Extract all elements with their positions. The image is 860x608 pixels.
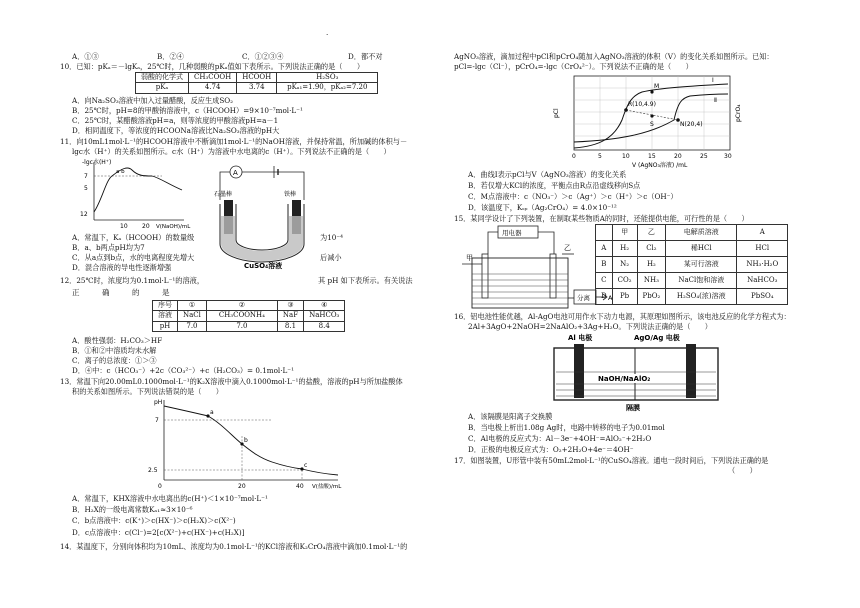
q13-graph [142,396,342,492]
table-cell: 溶液 [153,311,178,321]
q14-point-s: S [650,121,654,128]
q13-ytick-7: 7 [155,417,159,424]
graphite-rod-label: 石墨棒 [214,191,233,198]
q11-option-d: D．混合溶液的导电性逐渐增强 [72,263,172,272]
q12-stem: 12．25℃时，浓度均为0.1mol·L⁻¹的溶液， [60,276,205,285]
q14-xtick: 5 [598,153,602,160]
q10-option-d: D．相同温度下，等浓度的HCOONa溶液比Na₂SO₃溶液的pH大 [72,126,280,135]
product-a-label: A [608,294,613,302]
q16-option-a: A．该隔膜是阳离子交换膜 [468,412,553,421]
q14-xtick: 30 [724,153,732,160]
table-cell: CH₃COOH [189,73,237,83]
q12-table [152,300,345,332]
table-cell: ④ [304,301,345,311]
table-cell: B [596,257,613,273]
q13-option-c: C．b点溶液中：c(K⁺)＞c(HX⁻)＞c(H₂X)＞c(X²⁻) [72,516,236,525]
q12-stem-line2: 正 确 的 是 [72,288,170,297]
separation-label: 分离 [577,294,590,302]
q16-option-b: B．当电极上析出1.08g Ag时，电路中转移的电子为0.01mol [468,423,665,432]
q13-option-a: A．常温下，KHX溶液中水电离出的c(H⁺)＜1×10⁻⁷mol·L⁻¹ [72,494,268,503]
q15-stem: 15．某同学设计了下列装置，在制取某些物质A的同时，还能提供电能，可行性的是（ ） [454,214,749,223]
table-cell: HCl [737,241,788,257]
table-cell: H₂SO₃ [277,73,378,83]
table-cell: H₂ [637,257,666,273]
table-cell: D [596,289,613,305]
q11-ytick-5: 5 [84,185,88,192]
q11-option-a: A．常温下，Kₐ（HCOOH）的数量级 [72,233,195,242]
q16-battery-figure [546,332,726,412]
q9-option-d: D．都不对 [348,52,383,61]
table-cell: NH₃ [637,273,666,289]
table-cell: 乙 [637,225,666,241]
q9-option-a: A．①③ [72,52,99,61]
q16-option-c: C．Al电极的反应式为：Al－3e⁻+4OH⁻=AlO₂⁻+2H₂O [468,434,652,443]
q10-option-c: C．25℃时，某醋酸溶液pH=a，则等浓度的甲酸溶液pH=a－1 [72,116,279,125]
electrolyte-label: NaOH/NaAlO₂ [598,375,651,383]
table-cell: NaHCO₃ [304,311,345,321]
q12-option-a: A．酸性强弱：H₂CO₃＞HF [72,336,163,345]
q11-option-c: C．从a点到b点，水的电离程度先增大 [72,253,195,262]
q15-apparatus [462,224,612,314]
table-cell: 7.0 [206,321,277,331]
table-cell: NaHCO₃ [737,273,788,289]
q14-point-m: M [654,83,660,90]
right-column [438,0,838,608]
q14-xtick: 0 [572,153,576,160]
q13-xlabel: V(盐酸)/mL [312,484,342,490]
table-cell: 4.74 [189,83,237,93]
q9-option-b: B．②④ [157,52,184,61]
table-cell: A [737,225,788,241]
q14-ylabel-left: pCl [553,108,560,118]
q11-xlabel: V(NaOH)/mL [156,224,191,230]
q16-option-d: D．正极的电极反应式为：O₂+2H₂O+4e⁻＝4OH⁻ [468,445,634,454]
table-cell: PbSO₄ [737,289,788,305]
table-cell: A [596,241,613,257]
table-cell: NH₃·H₂O [737,257,788,273]
table-cell: PbO₂ [637,289,666,305]
q14-stem-line2: AgNO₃溶液，滴加过程中pCl和pCrO₄随加入AgNO₃溶液的体积（V）的变化关系如图所示。已知： [454,52,774,61]
table-cell: NaF [277,311,303,321]
q14-stem-line3: pCl=-lgc（Cl⁻），pCrO₄=-lgc（CrO₄²⁻）。下列说法不正确的是（ ） [454,62,693,71]
electrolysis-figure [214,160,324,270]
table-cell: CH₃COONH₄ [206,311,277,321]
q14-xlabel: V (AgNO₃溶液) /mL [632,162,688,169]
ammeter-label: A [233,169,238,177]
q11-option-a-tail: 为10⁻⁴ [320,233,344,242]
table-cell: Pb [612,289,637,305]
q12-option-d: D．④中：c（HCO₃⁻）+2c（CO₃²⁻）+c（H₂CO₃）= 0.1mol·L⁻¹ [72,366,294,375]
q14-ylabel-right: pCrO₄ [735,104,742,122]
electric-appliance-label: 用电器 [502,229,522,237]
table-cell: ① [178,301,207,311]
q11-xtick-20: 20 [142,223,150,230]
membrane-label: 隔膜 [626,404,640,412]
q11-stem-line1: 11．向10mL1mol·L⁻¹的HCOOH溶液中不断滴加1mol·L⁻¹的NaOH溶液，并保持常温，所加碱的体积与－ [60,137,408,146]
q13-option-d: D．c点溶液中：c(Cl⁻)=2[c(X²⁻)+c(HX⁻)+c(H₂X)] [72,528,245,537]
table-cell: H₂ [612,241,637,257]
q13-xtick-0: 0 [158,483,162,490]
gas-yi-label: 乙 [564,244,571,252]
q9-option-c: C．①②③④ [242,52,284,61]
q11-xtick-10: 10 [120,223,128,230]
table-cell: pKₐ [136,83,189,93]
table-cell: 某可行溶液 [666,257,737,273]
q14-option-a: A．曲线Ⅰ表示pCl与V（AgNO₃溶液）的变化关系 [468,170,627,179]
table-cell: 8.4 [304,321,345,331]
q14-xtick: 25 [700,153,708,160]
q11-option-b: B．a、b两点pH均为7 [72,243,145,252]
q12-stem-right: 其 pH 如下表所示。有关说法 [318,276,413,285]
q11-option-c-tail: 后减小 [320,253,342,262]
svg-text:b: b [244,437,248,444]
table-cell: ② [206,301,277,311]
q14-xtick: 20 [674,153,682,160]
q11-ytick-12: 12 [80,211,88,218]
q16-stem-line2: 2Al+3AgO+2NaOH=2NaAlO₂+3Ag+H₂O。下列说法正确的是（ ） [468,322,712,331]
q13-stem-line2: 积的关系如图所示。下列说法错误的是（ ） [72,387,223,396]
table-cell: pH [153,321,178,331]
ago-electrode-label: AgO/Ag 电极 [634,334,680,342]
q11-graph [72,156,192,234]
q14-xtick: 10 [622,153,630,160]
q13-option-b: B．H₂X的一级电离常数Kₐ₁≈3×10⁻⁶ [72,505,193,514]
q14-point-n: N(20,4) [680,121,703,128]
q14-curve-i: Ⅰ [712,77,714,84]
q13-xtick-40: 40 [296,483,304,490]
q11-points-label: a b [116,169,125,175]
q11-ytick-7: 7 [84,173,88,180]
table-cell: NaCl [178,311,207,321]
q11-ylabel: -lgc水(H⁺) [82,159,112,166]
q10-table [135,72,378,94]
svg-text:a: a [210,409,214,416]
q14-xtick: 15 [648,153,656,160]
table-cell: C [596,273,613,289]
q10-option-a: A．向Na₂SO₃溶液中加入过量醋酸，反应生成SO₂ [72,96,234,105]
table-cell: ③ [277,301,303,311]
gas-jia-label: 甲 [466,254,473,262]
table-cell: N₂ [612,257,637,273]
q14-stem-line1: 14．某温度下，分别向体积均为10mL、浓度均为0.1mol·L⁻¹的KCl溶液和K₂CrO₄溶液中滴加0.1mol·L⁻¹的 [60,542,408,551]
table-cell: 3.74 [237,83,277,93]
table-cell: H₂SO₄(浓)溶液 [666,289,737,305]
q12-option-c: C．离子的总浓度：①＞③ [72,356,157,365]
q14-graph [550,72,750,168]
al-electrode-label: Al 电极 [568,334,593,342]
q17-answer-paren: （ ） [728,466,757,475]
q11-stem-line2: lgc水（H⁺）的关系如图所示。c水（H⁺）为溶液中水电离的c（H⁺）。下列说法不正确的是（ ） [72,147,391,156]
left-column [62,0,462,608]
q14-curve-ii: Ⅱ [714,97,717,104]
table-cell: 甲 [612,225,637,241]
q14-option-b: B．若仅增大KCl的浓度，平衡点由R点沿虚线移向S点 [468,181,641,190]
q17-stem: 17．如图装置，U形管中装有50mL2mol·L⁻¹的CuSO₄溶液。通电一段时间后，下列说法正确的是 [454,456,769,465]
table-cell: 8.1 [277,321,303,331]
table-cell: 弱酸的化学式 [136,73,189,83]
table-cell: NaCl饱和溶液 [666,273,737,289]
q14-option-d: D．该温度下，Kₛₚ（Ag₂CrO₄）= 4.0×10⁻¹² [468,203,617,212]
q13-ytick-2-5: 2.5 [148,467,158,474]
q13-ylabel: pH [154,399,163,406]
q10-stem: 10．已知：pKₐ＝－lgKₐ，25℃时，几种弱酸的pKₐ值如下表所示。下列说法正确的是（ ） [60,62,365,71]
svg-text:c: c [304,462,308,469]
table-cell [596,225,613,241]
table-cell: 电解质溶液 [666,225,737,241]
q13-stem-line1: 13．常温下向20.00mL0.1000mol·L⁻¹的K₂X溶液中滴入0.1000mol·L⁻¹的盐酸，溶液的pH与所加盐酸体 [60,377,403,386]
q16-stem-line1: 16．铝电池性能优越，Al-AgO电池可用作水下动力电源，其原理如图所示，该电池反应的化学方程式为： [454,312,791,321]
q10-option-b: B．25℃时，pH=8的甲酸钠溶液中，c（HCOOH）=9×10⁻⁷mol·L⁻¹ [72,106,303,115]
table-cell: pKₐ₁=1.90，pKₐ₂=7.20 [277,83,378,93]
table-cell: Cl₂ [637,241,666,257]
cuso4-solution-label: CuSO₄溶液 [244,262,283,270]
table-cell: 序号 [153,301,178,311]
table-cell: 稀HCl [666,241,737,257]
q14-point-r: R(10,4.9) [628,101,656,108]
table-cell: CO₂ [612,273,637,289]
q15-table [595,224,788,305]
table-cell: 7.0 [178,321,207,331]
header-dot: . [326,28,329,37]
q12-option-b: B．①和②中溶质均未水解 [72,346,157,355]
q13-xtick-20: 20 [238,483,246,490]
q14-option-c: C．M点溶液中：c（NO₃⁻）＞c（Ag⁺）＞c（H⁺）＞c（OH⁻） [468,192,678,201]
table-cell: HCOOH [237,73,277,83]
iron-rod-label: 铁棒 [284,191,297,198]
